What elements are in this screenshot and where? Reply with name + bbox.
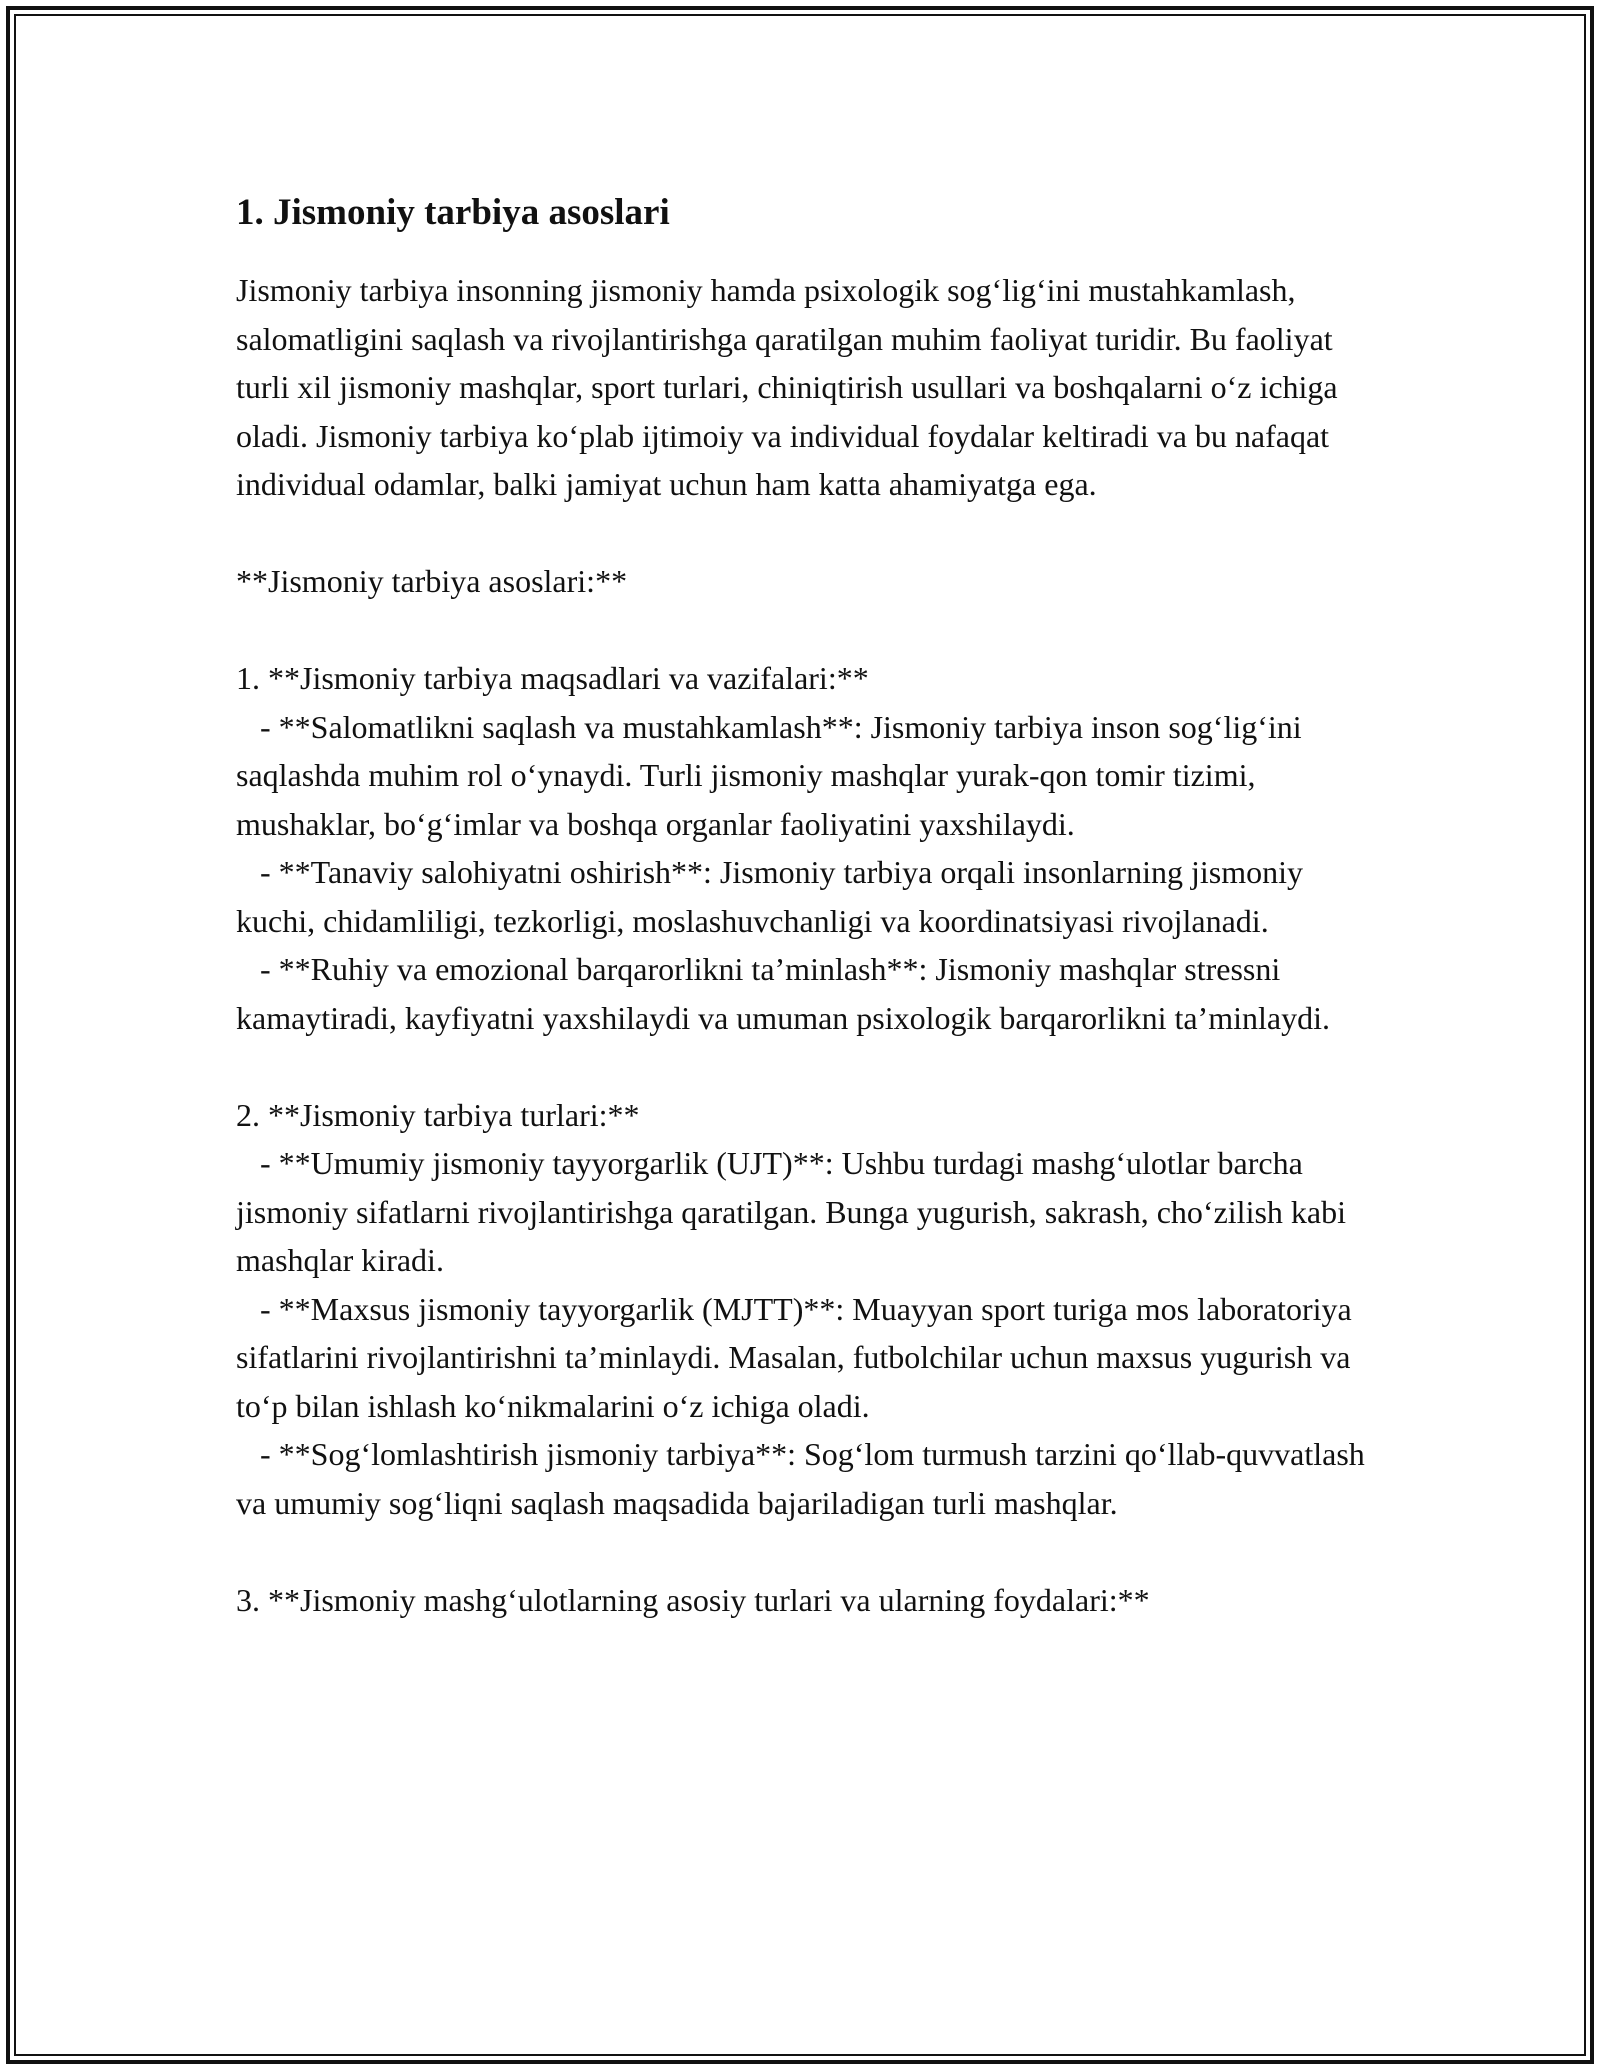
list-item: - **Maxsus jismoniy tayyorgarlik (MJTT)**: Muayyan sport turiga mos laboratoriya sifatlarini rivojlantirishni ta’minlaydi. Masalan, futbolchilar uchun maxsus yugurish va to‘p bilan ishlash ko‘nikmalarini o‘z ichiga oladi. xyxy=(236,1290,1360,1424)
blank-line xyxy=(236,1042,1376,1091)
section-heading: 3. **Jismoniy mashg‘ulotlarning asosiy turlari va ularning foydalari:** xyxy=(236,1581,1150,1618)
blank-line xyxy=(236,1527,1376,1576)
intro-paragraph: Jismoniy tarbiya insonning jismoniy hamda psixologik sog‘lig‘ini mustahkamlash, salomatligini saqlash va rivojlantirishga qaratilgan muhim faoliyat turidir. Bu faoliyat turli xil jismoniy mashqlar, sport turlari, chiniqtirish usullari va boshqalarni o‘z ichiga oladi. Jismoniy tarbiya ko‘plab ijtimoiy va individual foydalar keltiradi va bu nafaqat individual odamlar, balki jamiyat uchun ham katta ahamiyatga ega. xyxy=(236,272,1346,502)
subheading: **Jismoniy tarbiya asoslari:** xyxy=(236,563,628,599)
blank-line xyxy=(236,606,1376,655)
blank-line xyxy=(236,509,1376,558)
list-item: - **Ruhiy va emozional barqarorlikni ta’minlash**: Jismoniy mashqlar stressni kamaytiradi, kayfiyatni yaxshilaydi va umuman psixologik barqarorlikni ta’minlaydi. xyxy=(236,951,1330,1036)
list-item: - **Umumiy jismoniy tayyorgarlik (UJT)**: Ushbu turdagi mashg‘ulotlar barcha jismoniy sifatlarni rivojlantirishga qaratilgan. Bunga yugurish, sakrash, cho‘zilish kabi mashqlar kiradi. xyxy=(236,1145,1354,1278)
list-item: - **Salomatlikni saqlash va mustahkamlash**: Jismoniy tarbiya inson sog‘lig‘ini saqlashda muhim rol o‘ynaydi. Turli jismoniy mashqlar yurak-qon tomir tizimi, mushaklar, bo‘g‘imlar va boshqa organlar faoliyatini yaxshilaydi. xyxy=(236,708,1310,842)
section-heading: 2. **Jismoniy tarbiya turlari:** xyxy=(236,1096,640,1133)
section-heading: 1. **Jismoniy tarbiya maqsadlari va vazifalari:** xyxy=(236,660,869,696)
list-item: - **Sog‘lomlashtirish jismoniy tarbiya**: Sog‘lom turmush tarzini qo‘llab-quvvatlash va umumiy sog‘liqni saqlash maqsadida bajariladigan turli mashqlar. xyxy=(236,1436,1373,1521)
document-body xyxy=(236,190,1376,1624)
list-item: - **Tanaviy salohiyatni oshirish**: Jismoniy tarbiya orqali insonlarning jismoniy kuchi, chidamliligi, tezkorligi, moslashuvchanligi va koordinatsiyasi rivojlanadi. xyxy=(236,854,1311,939)
document-title: 1. Jismoniy tarbiya asoslari xyxy=(236,192,670,233)
